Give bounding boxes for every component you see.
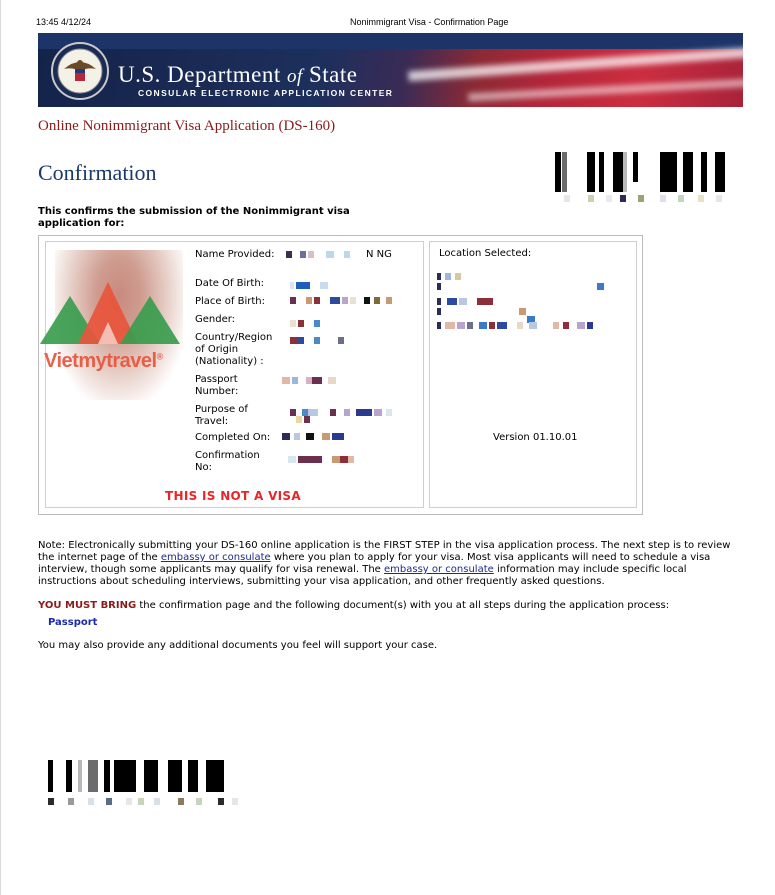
note-text-1: Note: Electronically submitting your DS-160 online application is the FIRST STEP in the visa application process. The next step is to review the internet page of the (38, 540, 731, 563)
required-document-passport: Passport (48, 617, 98, 628)
redacted-location-4 (437, 308, 537, 315)
not-a-visa-notice: THIS IS NOT A VISA (165, 489, 301, 503)
version-label: Version 01.10.01 (493, 432, 578, 443)
label-country: Country/Region of Origin (Nationality) : (195, 332, 273, 367)
confirmation-intro: This confirms the submission of the Nonimmigrant visa application for: (38, 206, 350, 229)
embassy-link-1[interactable]: embassy or consulate (160, 552, 271, 563)
label-pob: Place of Birth: (195, 296, 265, 307)
must-bring-emphasis: YOU MUST BRING (38, 600, 137, 611)
page-title: Confirmation (38, 160, 157, 185)
redacted-name (286, 251, 366, 258)
redacted-completed (282, 433, 352, 440)
redacted-purpose (290, 409, 400, 416)
application-title: Online Nonimmigrant Visa Application (DS-160) (38, 118, 336, 134)
next-step-note (38, 540, 748, 588)
label-dob: Date Of Birth: (195, 278, 265, 289)
label-confirmation: Confirmation No: (195, 450, 260, 473)
barcode-bottom (48, 760, 228, 792)
note-text-3: information may include specific local instructions about scheduling interviews, submitting your visa application, and other frequently asked questions. (38, 564, 687, 587)
redacted-dob (290, 282, 350, 289)
redacted-country (290, 337, 350, 344)
label-completed: Completed On: (195, 432, 271, 443)
watermark-registered: ® (156, 351, 163, 362)
location-selected-label: Location Selected: (439, 248, 532, 259)
must-bring-instruction (38, 600, 669, 611)
redacted-location-2 (437, 283, 607, 290)
redacted-gender (290, 320, 330, 327)
label-purpose: Purpose of Travel: (195, 404, 248, 427)
label-passport: Passport Number: (195, 374, 239, 397)
page-border (0, 0, 1, 895)
must-bring-text: the confirmation page and the following document(s) with you at all steps during the application process: (136, 600, 670, 611)
redacted-location-1 (437, 273, 467, 280)
department-name-part1: U.S. Department (118, 62, 281, 87)
banner-top-stripe (38, 33, 743, 49)
redacted-confirmation (288, 456, 358, 463)
department-name-part3: State (309, 62, 358, 87)
department-name (118, 62, 358, 88)
watermark-brand-text: Vietmytravel (44, 350, 157, 372)
print-header (36, 17, 755, 31)
redacted-purpose-line2 (296, 416, 320, 423)
label-name: Name Provided: (195, 249, 275, 260)
redacted-pob (290, 297, 400, 304)
redacted-passport (282, 377, 342, 384)
ceac-subtitle: CONSULAR ELECTRONIC APPLICATION CENTER (138, 88, 394, 98)
watermark-brand (44, 350, 163, 373)
location-panel (429, 241, 637, 508)
note-text-2: where you plan to apply for your visa. Most visa applicants will need to schedule a visa interview, though some applicants may qualify for visa renewal. The (38, 552, 711, 575)
print-timestamp: 13:45 4/12/24 (36, 17, 92, 27)
additional-documents-note: You may also provide any additional documents you feel will support your case. (38, 640, 438, 651)
barcode-bottom-digits (46, 798, 246, 806)
department-name-part2: of (286, 66, 303, 87)
print-page-title: Nonimmigrant Visa - Confirmation Page (350, 17, 509, 27)
redacted-location-3 (437, 298, 497, 305)
label-gender: Gender: (195, 314, 236, 325)
dos-banner (38, 33, 743, 107)
barcode-top (555, 152, 730, 192)
redacted-location-6 (437, 322, 597, 329)
embassy-link-2[interactable]: embassy or consulate (384, 564, 494, 575)
great-seal-icon (50, 41, 110, 101)
barcode-top-digits (552, 195, 732, 203)
name-visible-fragment: N NG (366, 249, 392, 260)
